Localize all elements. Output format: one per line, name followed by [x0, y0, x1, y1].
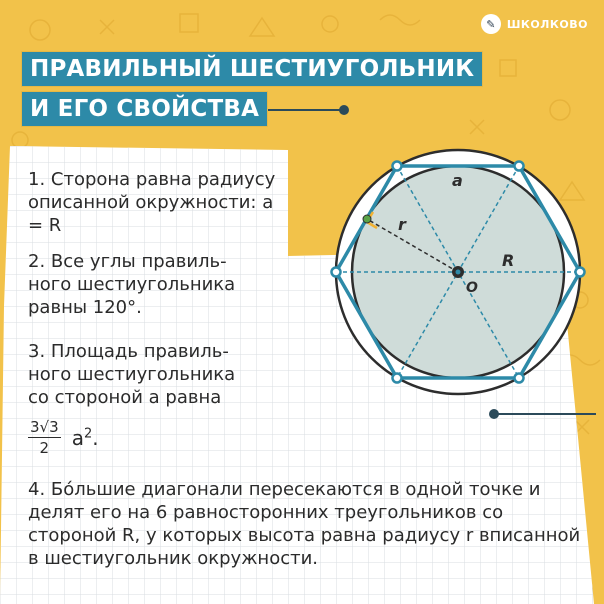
- fraction-numerator: 3√3: [30, 418, 59, 436]
- property-1: 1. Сторона равна радиусу описанной окружности: a = R: [28, 169, 276, 236]
- property-3-line-3: со стороной a равна: [28, 387, 222, 408]
- area-fraction: [28, 418, 61, 457]
- hexagon-diagram: [320, 140, 590, 400]
- formula-trailing: .: [92, 425, 99, 450]
- property-2-line-3: равны 120°.: [28, 297, 142, 318]
- property-3: [28, 340, 293, 409]
- title-connector: [268, 100, 378, 120]
- school-logo[interactable]: [481, 14, 588, 34]
- area-formula: [28, 418, 99, 457]
- bottom-connector: [486, 404, 596, 424]
- label-inradius-r: r: [398, 215, 406, 234]
- formula-variable-letter: a: [71, 425, 85, 450]
- logo-pencil-icon: ✎: [481, 14, 501, 34]
- formula-exponent: 2: [84, 425, 93, 441]
- logo-text: ШКОЛКОВО: [506, 17, 588, 31]
- property-4: 4. Бо́льшие диагонали пересекаются в одной точке и делят его на 6 равносторонних треугольников со стороной R, у которых высота равна радиусу r вписанной в шестиугольник окружности.: [28, 479, 581, 569]
- property-3-line-1: 3. Площадь правиль-: [28, 341, 229, 362]
- label-center-O: O: [466, 280, 478, 296]
- label-circumradius-R: R: [502, 251, 515, 270]
- title-line-2: И ЕГО СВОЙСТВА: [22, 92, 267, 126]
- property-2-line-1: 2. Все углы правиль-: [28, 251, 227, 272]
- center-point-inner: [456, 270, 461, 275]
- formula-variable: [72, 426, 99, 450]
- property-3-line-2: ного шестиугольника: [28, 364, 236, 385]
- property-2-line-2: ного шестиугольника: [28, 274, 236, 295]
- property-2: [28, 250, 288, 319]
- tangent-point: [363, 215, 371, 223]
- label-side-a: a: [452, 171, 463, 190]
- title-line-1: ПРАВИЛЬНЫЙ ШЕСТИУГОЛЬНИК: [22, 52, 482, 86]
- fraction-denominator: 2: [39, 439, 50, 457]
